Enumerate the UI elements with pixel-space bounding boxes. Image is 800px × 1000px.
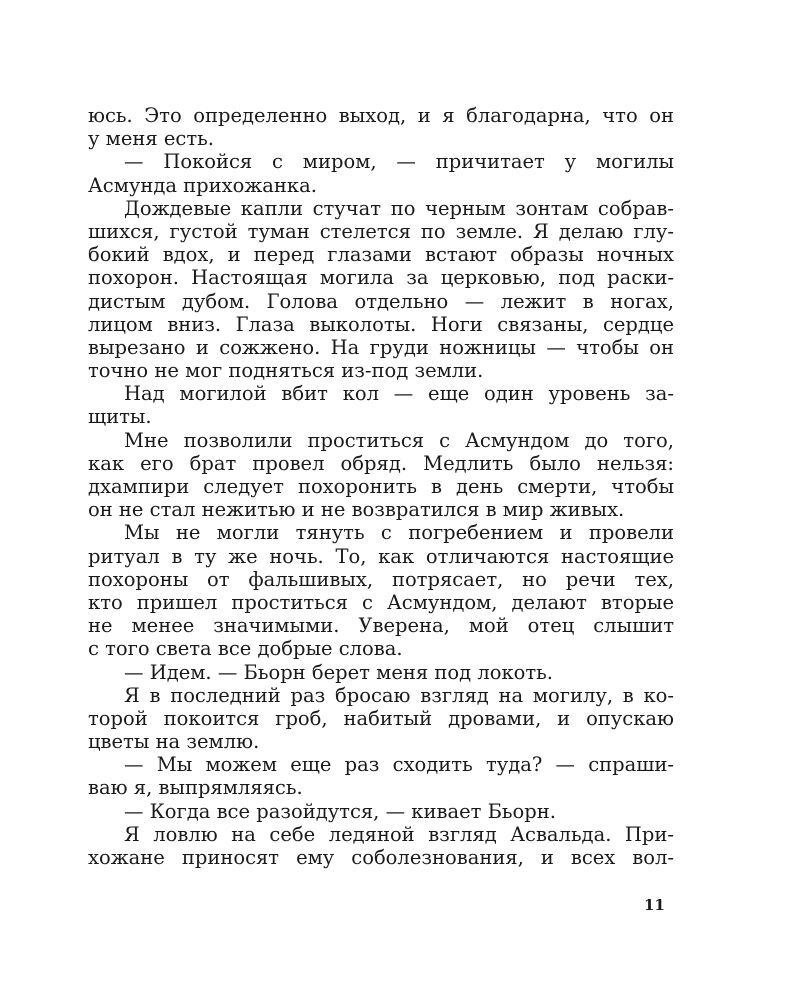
text-line: — Когда все разойдутся, — кивает Бьорн. xyxy=(124,799,556,823)
text-line: у меня есть. xyxy=(88,127,214,151)
text-line: — Покойся с миром, — причитает у могилы xyxy=(124,150,674,174)
body-text xyxy=(88,104,674,869)
text-line: вырезано и сожжено. На груди ножницы — чтобы он xyxy=(88,335,674,359)
text-line: торой покоится гроб, набитый дровами, и опускаю xyxy=(88,706,674,730)
text-line: Я в последний раз бросаю взгляд на могилу, в ко- xyxy=(124,683,674,707)
text-line: с того света все добрые слова. xyxy=(88,637,403,661)
text-line: точно не мог подняться из-под земли. xyxy=(88,359,484,383)
text-line: он не стал нежитью и не возвратился в мир живых. xyxy=(88,498,625,522)
text-line: Дождевые капли стучат по черным зонтам собрав- xyxy=(124,196,674,220)
page-number: 11 xyxy=(644,896,665,914)
text-line: Я ловлю на себе ледяной взгляд Асвальда. При- xyxy=(124,822,674,846)
text-line: цветы на землю. xyxy=(88,730,260,754)
text-line: ритуал в ту же ночь. То, как отличаются настоящие xyxy=(88,544,674,568)
text-line: лицом вниз. Глаза выколоты. Ноги связаны, сердце xyxy=(88,312,674,336)
text-line: Мы не могли тянуть с погребением и провели xyxy=(124,521,674,545)
text-line: — Идем. — Бьорн берет меня под локоть. xyxy=(124,660,553,684)
text-line: щиты. xyxy=(88,405,152,429)
text-line: ваю я, выпрямляясь. xyxy=(88,776,303,800)
text-line: Асмунда прихожанка. xyxy=(88,173,317,197)
text-line: дхампири следует похоронить в день смерти, чтобы xyxy=(88,475,674,498)
text-line: кто пришел проститься с Асмундом, делают вторые xyxy=(88,590,674,614)
text-line: — Мы можем еще раз сходить туда? — спраши- xyxy=(124,753,674,777)
text-line: шихся, густой туман стелется по земле. Я делаю глу- xyxy=(88,219,674,243)
text-line: как его брат провел обряд. Медлить было нельзя: xyxy=(88,451,674,475)
text-line: юсь. Это определенно выход, и я благодарна, что он xyxy=(88,104,674,127)
text-line: не менее значимыми. Уверена, мой отец слышит xyxy=(88,614,674,638)
text-line: дистым дубом. Голова отдельно — лежит в ногах, xyxy=(88,289,674,313)
text-line: Над могилой вбит кол — еще один уровень за- xyxy=(124,382,674,406)
text-line: похорон. Настоящая могила за церковью, под раски- xyxy=(88,266,674,290)
text-line: хожане приносят ему соболезнования, и всех вол- xyxy=(88,846,674,869)
text-line: Мне позволили проститься с Асмундом до того, xyxy=(124,428,674,452)
text-line: похороны от фальшивых, потрясает, но речи тех, xyxy=(88,567,674,591)
text-line: бокий вдох, и перед глазами встают образы ночных xyxy=(88,243,674,267)
